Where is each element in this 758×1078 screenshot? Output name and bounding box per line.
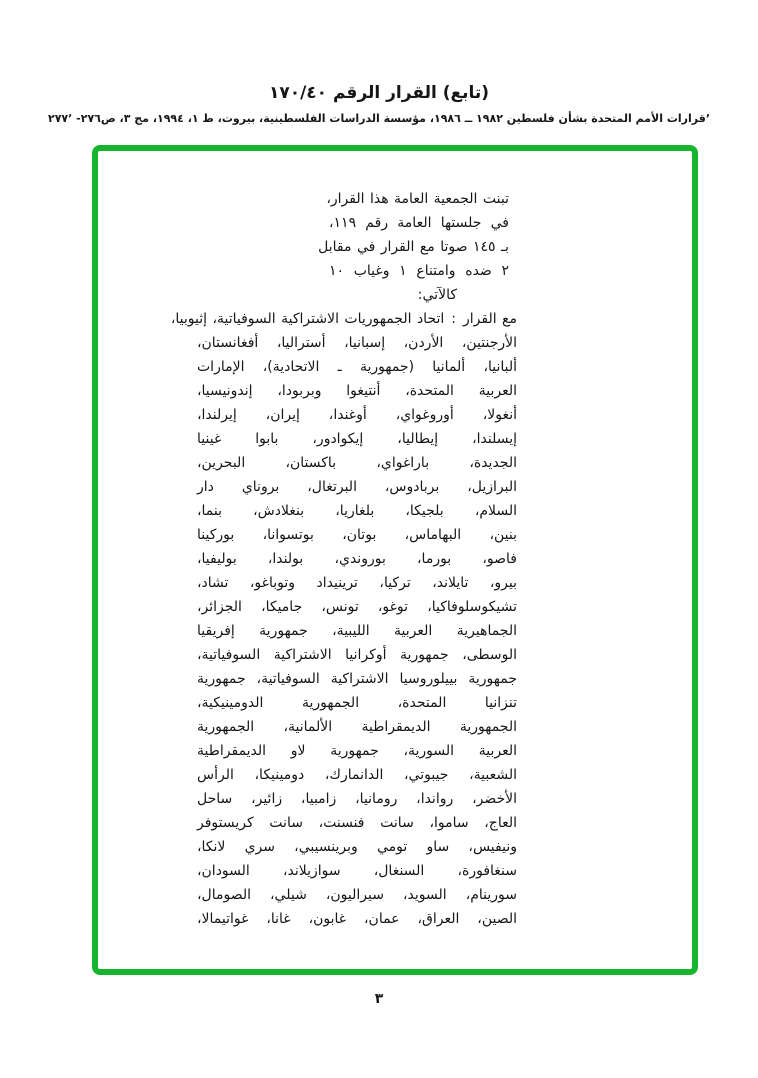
vote-line: سنغافورة، السنغال، سوازيلاند، السودان، bbox=[197, 863, 517, 879]
document-title: (تابع) القرار الرقم ١٧٠/٤٠ bbox=[268, 83, 490, 103]
vote-line: السلام، بلجيكا، بلغاريا، بنغلادش، بنما، bbox=[197, 503, 517, 519]
vote-line: فاصو، بورما، بوروندي، بولندا، بوليفيا، bbox=[197, 551, 517, 567]
vote-label: مع القرار bbox=[462, 311, 517, 327]
vote-line: ونيفيس، ساو تومي وبرينسيبي، سري لانكا، bbox=[197, 839, 517, 855]
vote-line: بنين، البهاماس، بوتان، بوتسوانا، بوركينا bbox=[197, 527, 517, 543]
vote-line: ألبانيا، ألمانيا (جمهورية ـ الاتحادية)، الإمارات bbox=[197, 359, 517, 375]
intro-line: ٢ ضده وامتناع ١ وغياب ١٠ bbox=[329, 263, 509, 279]
vote-first-line-text: اتحاد الجمهوريات الاشتراكية السوفياتية، إثيوبيا، bbox=[170, 311, 445, 327]
intro-line: تبنت الجمعية العامة هذا القرار، bbox=[326, 191, 509, 207]
vote-line: الأخضر، رواندا، رومانيا، زامبيا، زائير، ساحل bbox=[197, 791, 517, 807]
vote-line: سورينام، السويد، سيراليون، شيلي، الصومال، bbox=[197, 887, 517, 903]
vote-line: جمهورية بييلوروسيا الاشتراكية السوفياتية، جمهورية bbox=[197, 671, 517, 687]
vote-line: الجمهورية الديمقراطية الألمانية، الجمهورية bbox=[197, 719, 517, 735]
vote-record bbox=[170, 307, 517, 931]
vote-first-line bbox=[170, 307, 517, 331]
vote-separator: : bbox=[451, 311, 456, 327]
vote-line: الوسطى، جمهورية أوكرانيا الاشتراكية السوفياتية، bbox=[197, 647, 517, 663]
green-highlight-box bbox=[92, 145, 698, 975]
intro-lines bbox=[318, 187, 509, 283]
vote-line: العربية السورية، جمهورية لاو الديمقراطية bbox=[197, 743, 517, 759]
page-number: ٣ bbox=[374, 991, 384, 1007]
vote-line: الجماهيرية العربية الليبية، جمهورية إفريقيا bbox=[197, 623, 517, 639]
vote-line: الجديدة، باراغواي، باكستان، البحرين، bbox=[197, 455, 517, 471]
vote-line: العاج، ساموا، سانت فنسنت، سانت كريستوفر bbox=[197, 815, 517, 831]
vote-line: الأرجنتين، الأردن، إسبانيا، أستراليا، أفغانستان، bbox=[197, 335, 517, 351]
intro-last-line: كالآتي: bbox=[417, 287, 457, 303]
vote-line: تنزانيا المتحدة، الجمهورية الدومينيكية، bbox=[197, 695, 517, 711]
vote-line: الشعبية، جيبوتي، الدانمارك، دومينيكا، الرأس bbox=[197, 767, 517, 783]
source-citation: ʼقرارات الأمم المتحدة بشأن فلسطين ١٩٨٢ ــ ١٩٨٦، مؤسسة الدراسات الفلسطينية، بيروت، ط ١، ١٩٩٤، مج ٣، ص٢٧٦- ٢٧٧ʼ bbox=[48, 112, 710, 125]
intro-line: بـ ١٤٥ صوتا مع القرار في مقابل bbox=[318, 239, 509, 255]
vote-line: بيرو، تايلاند، تركيا، ترينيداد وتوباغو، تشاد، bbox=[197, 575, 517, 591]
vote-line: العربية المتحدة، أنتيغوا وبربودا، إندونيسيا، bbox=[197, 383, 517, 399]
intro-line: في جلستها العامة رقم ١١٩، bbox=[329, 215, 509, 231]
vote-lines bbox=[197, 331, 517, 931]
vote-line: أنغولا، أوروغواي، أوغندا، إيران، إيرلندا، bbox=[197, 407, 517, 423]
intro-paragraph bbox=[318, 187, 509, 307]
vote-line: تشيكوسلوفاكيا، توغو، تونس، جاميكا، الجزائر، bbox=[197, 599, 517, 615]
vote-line: البرازيل، بربادوس، البرتغال، بروناي دار bbox=[197, 479, 517, 495]
vote-line: الصين، العراق، عمان، غابون، غانا، غواتيمالا، bbox=[197, 911, 517, 927]
vote-line: إيسلندا، إيطاليا، إيكوادور، بابوا غينيا bbox=[197, 431, 517, 447]
resolution-text-block bbox=[170, 187, 517, 931]
